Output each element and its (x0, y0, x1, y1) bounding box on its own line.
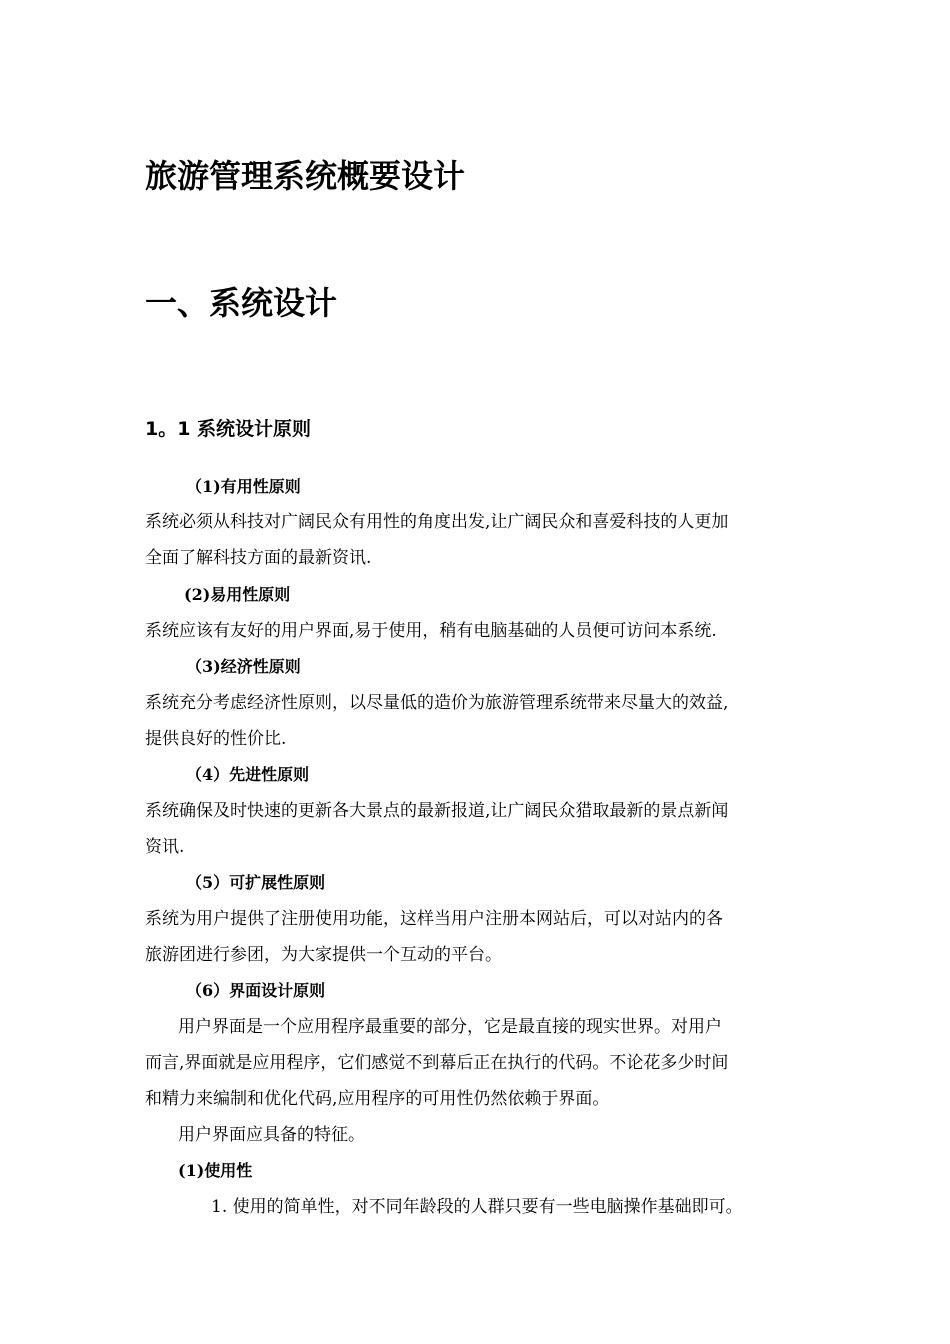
paragraph-line: 用户界面是一个应用程序最重要的部分，它是最直接的现实世界。对用户 (178, 1017, 722, 1037)
document-title: 旅游管理系统概要设计 (145, 157, 466, 195)
principle-heading-scalability: （5）可扩展性原则 (186, 873, 326, 892)
usability-heading: (1)使用性 (178, 1161, 253, 1180)
paragraph-line: 全面了解科技方面的最新资讯. (145, 548, 372, 568)
paragraph-line: 系统必须从科技对广阔民众有用性的角度出发,让广阔民众和喜爱科技的人更加 (145, 512, 729, 532)
paragraph-line: 系统确保及时快速的更新各大景点的最新报道,让广阔民众猎取最新的景点新闻 (145, 801, 729, 821)
principle-heading-economy: （3)经济性原则 (186, 657, 301, 676)
principle-heading-interface-design: （6）界面设计原则 (186, 981, 326, 1000)
principle-heading-usefulness: （1)有用性原则 (186, 477, 301, 496)
paragraph-line: 系统应该有友好的用户界面,易于使用，稍有电脑基础的人员便可访问本系统. (145, 621, 717, 641)
paragraph-line: 旅游团进行参团，为大家提供一个互动的平台。 (145, 945, 502, 965)
paragraph-line: 和精力来编制和优化代码,应用程序的可用性仍然依赖于界面。 (145, 1089, 610, 1109)
section-heading: 一、系统设计 (145, 284, 338, 322)
subsection-heading: 1。1 系统设计原则 (145, 418, 312, 440)
paragraph-line: 系统为用户提供了注册使用功能，这样当用户注册本网站后，可以对站内的各 (145, 909, 723, 929)
paragraph-line: 而言,界面就是应用程序，它们感觉不到幕后正在执行的代码。不论花多少时间 (145, 1053, 729, 1073)
paragraph-line: 资讯. (145, 837, 185, 857)
paragraph-line: 系统充分考虑经济性原则，以尽量低的造价为旅游管理系统带来尽量大的效益, (145, 693, 729, 713)
usability-item-1: 1. 使用的简单性，对不同年龄段的人群只要有一些电脑操作基础即可。 (211, 1197, 743, 1217)
principle-heading-advancement: （4）先进性原则 (186, 765, 310, 784)
paragraph-line: 提供良好的性价比. (145, 729, 287, 749)
paragraph-line: 用户界面应具备的特征。 (178, 1125, 365, 1145)
principle-heading-ease-of-use: (2)易用性原则 (184, 585, 291, 604)
